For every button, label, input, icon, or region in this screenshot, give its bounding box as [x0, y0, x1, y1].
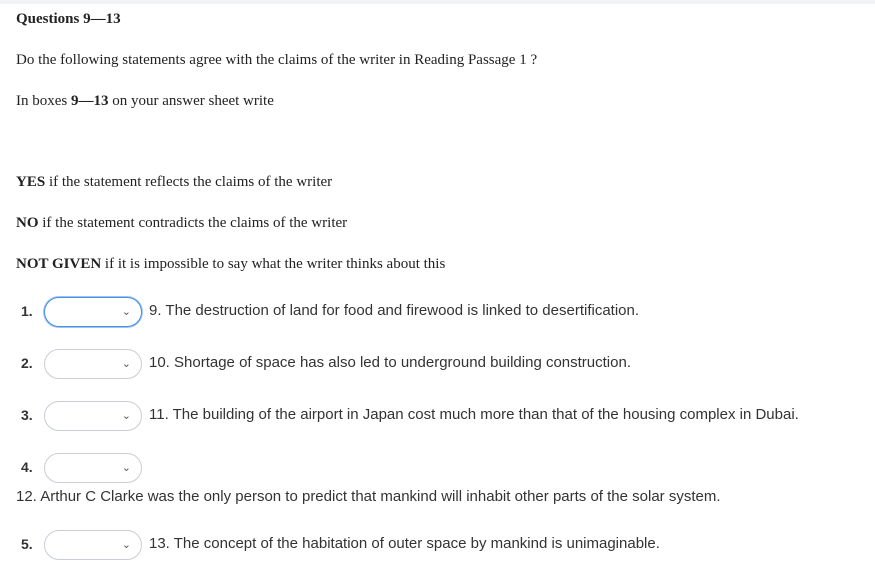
answer-select-5[interactable]: [44, 530, 142, 560]
legend-text: if the statement contradicts the claims of the writer: [38, 215, 348, 231]
question-text: 9. The destruction of land for food and firewood is linked to desertification.: [149, 302, 640, 319]
page-title: Questions 9—13: [16, 11, 121, 27]
legend-yes: [16, 174, 332, 191]
answer-sheet-instruction: [16, 93, 274, 110]
boxes-range: 9—13: [71, 93, 109, 109]
answer-select-1[interactable]: [44, 297, 142, 327]
question-number: 4.: [21, 459, 33, 475]
legend-no: [16, 215, 347, 232]
chevron-down-icon: ⌄: [121, 410, 131, 422]
legend-not-given: [16, 256, 445, 273]
question-text: 12. Arthur C Clarke was the only person to predict that mankind will inhabit other parts of the solar system.: [16, 488, 721, 505]
question-text: 13. The concept of the habitation of outer space by mankind is unimaginable.: [149, 535, 660, 552]
chevron-down-icon: ⌄: [121, 306, 131, 318]
question-number: 1.: [21, 303, 33, 319]
answer-select-3[interactable]: [44, 401, 142, 431]
legend-key: YES: [16, 174, 46, 190]
answer-select-4[interactable]: [44, 453, 142, 483]
chevron-down-icon: ⌄: [121, 358, 131, 370]
legend-key: NOT GIVEN: [16, 256, 102, 272]
boxes-suffix: on your answer sheet write: [108, 93, 274, 109]
legend-key: NO: [16, 215, 39, 231]
question-number: 2.: [21, 355, 33, 371]
instruction-text: Do the following statements agree with the claims of the writer in Reading Passage 1 ?: [16, 52, 538, 68]
question-text: 11. The building of the airport in Japan cost much more than that of the housing complex in Dubai.: [149, 406, 799, 423]
top-bar: [0, 0, 875, 4]
question-number: 5.: [21, 536, 33, 552]
legend-text: if the statement reflects the claims of the writer: [45, 174, 333, 190]
question-number: 3.: [21, 407, 33, 423]
legend-text: if it is impossible to say what the writer thinks about this: [101, 256, 446, 272]
question-text: 10. Shortage of space has also led to underground building construction.: [149, 354, 631, 371]
answer-select-2[interactable]: [44, 349, 142, 379]
chevron-down-icon: ⌄: [121, 462, 131, 474]
boxes-prefix: In boxes: [16, 93, 71, 109]
chevron-down-icon: ⌄: [121, 539, 131, 551]
